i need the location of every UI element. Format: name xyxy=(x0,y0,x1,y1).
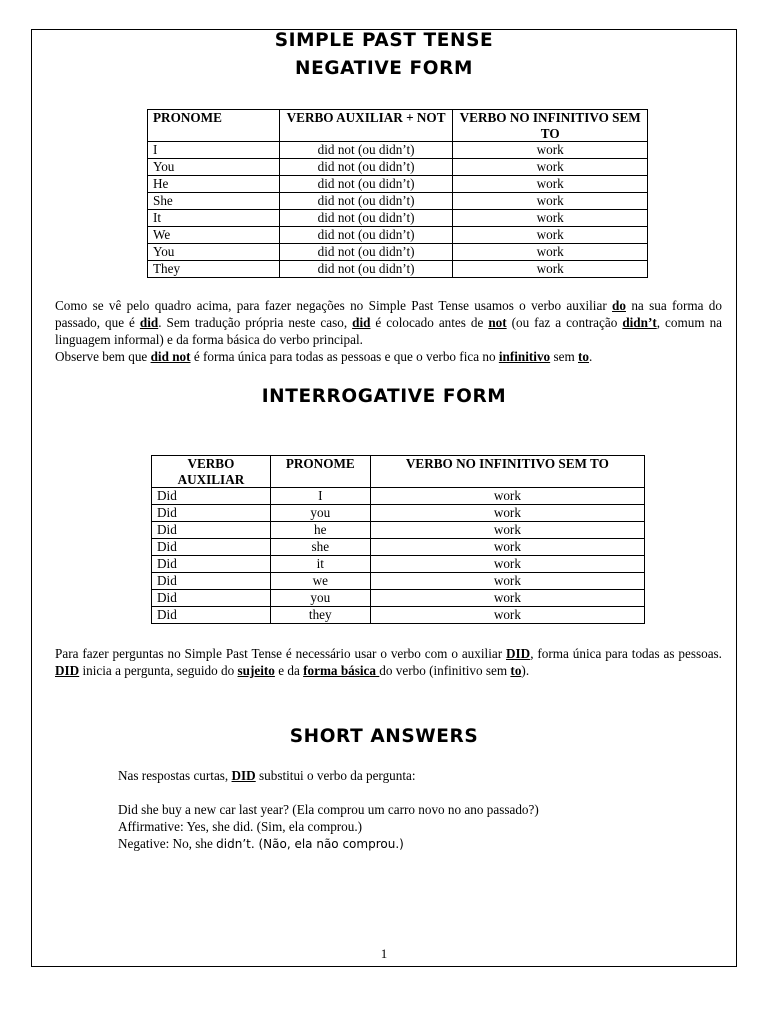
table-cell: She xyxy=(148,193,280,210)
text-run: é forma única para todas as pessoas e que o verbo fica no xyxy=(190,349,499,364)
column-header: VERBO AUXILIAR + NOT xyxy=(279,110,453,142)
keyword: sujeito xyxy=(237,663,275,678)
keyword: DID xyxy=(55,663,80,678)
table-header-row xyxy=(152,456,645,488)
table-header-row xyxy=(148,110,648,142)
table-cell: work xyxy=(370,488,644,505)
text-run: na sua forma do passado, que é xyxy=(55,298,722,330)
text-run: e da xyxy=(274,663,304,678)
table-row xyxy=(148,227,648,244)
table-cell: work xyxy=(370,573,644,590)
table-cell: did not (ou didn’t) xyxy=(279,193,453,210)
keyword: DID xyxy=(506,646,531,661)
table-cell: work xyxy=(370,522,644,539)
text-run: substitui o verbo da pergunta: xyxy=(255,768,416,783)
table-cell: did not (ou didn’t) xyxy=(279,261,453,278)
short-answers-heading: SHORT ANSWERS xyxy=(289,726,479,747)
table-cell: they xyxy=(270,607,370,624)
table-cell: did not (ou didn’t) xyxy=(279,210,453,227)
table-cell: He xyxy=(148,176,280,193)
text-run: Negative: No, she xyxy=(118,836,217,851)
short-answers-intro xyxy=(118,767,416,784)
table-cell: Did xyxy=(152,488,271,505)
table-cell: did not (ou didn’t) xyxy=(279,227,453,244)
table-row xyxy=(148,244,648,261)
table-cell: Did xyxy=(152,590,271,607)
keyword: infinitivo xyxy=(498,349,551,364)
column-header: PRONOME xyxy=(148,110,280,142)
table-cell: We xyxy=(148,227,280,244)
table-cell: work xyxy=(370,539,644,556)
table-row xyxy=(152,556,645,573)
table-row xyxy=(152,573,645,590)
text-run: sem xyxy=(550,349,578,364)
example-negative xyxy=(118,835,404,853)
table-cell: work xyxy=(453,176,648,193)
table-cell: Did xyxy=(152,607,271,624)
interrogative-form-heading: INTERROGATIVE FORM xyxy=(261,386,507,407)
table-cell: work xyxy=(453,142,648,159)
text-run: é colocado antes de xyxy=(370,315,489,330)
table-cell: work xyxy=(453,244,648,261)
keyword: to xyxy=(578,349,589,364)
interrogative-form-table xyxy=(151,455,645,624)
text-run: (ou faz a contração xyxy=(506,315,623,330)
table-row xyxy=(152,505,645,522)
table-row xyxy=(152,488,645,505)
table-cell: did not (ou didn’t) xyxy=(279,244,453,261)
keyword: did xyxy=(139,315,159,330)
text-run: Observe bem que xyxy=(55,349,151,364)
text-run: do verbo (infinitivo sem xyxy=(379,663,511,678)
example-affirmative: Affirmative: Yes, she did. (Sim, ela comprou.) xyxy=(118,819,363,834)
negative-form-heading: NEGATIVE FORM xyxy=(295,58,473,79)
column-header: VERBO NO INFINITIVO SEM TO xyxy=(453,110,648,142)
text-run: Para fazer perguntas no Simple Past Tense é necessário usar o verbo com o auxiliar xyxy=(55,646,506,661)
text-run: , comum na linguagem informal) e da forma básica do verbo principal. xyxy=(55,315,723,347)
keyword: DID xyxy=(231,768,256,783)
table-row xyxy=(148,210,648,227)
keyword: forma básica xyxy=(303,663,380,678)
table-cell: work xyxy=(370,590,644,607)
table-row xyxy=(152,539,645,556)
table-cell: did not (ou didn’t) xyxy=(279,159,453,176)
table-cell: she xyxy=(270,539,370,556)
table-cell: did not (ou didn’t) xyxy=(279,176,453,193)
table-cell: you xyxy=(270,505,370,522)
table-row xyxy=(148,176,648,193)
page-number: 1 xyxy=(380,946,388,961)
keyword: did xyxy=(352,315,371,330)
column-header: PRONOME xyxy=(270,456,370,488)
text-run: inicia a pergunta, seguido do xyxy=(79,663,238,678)
table-cell: work xyxy=(453,159,648,176)
example-question: Did she buy a new car last year? (Ela comprou um carro novo no ano passado?) xyxy=(118,802,539,817)
table-cell: Did xyxy=(152,539,271,556)
interrogative-form-explanation xyxy=(55,645,722,679)
table-cell: work xyxy=(453,227,648,244)
table-cell: I xyxy=(148,142,280,159)
table-cell: They xyxy=(148,261,280,278)
text-run: . Sem tradução própria neste caso, xyxy=(158,315,353,330)
table-cell: it xyxy=(270,556,370,573)
text-run: , forma única para todas as pessoas. xyxy=(530,646,722,661)
keyword: didn’t xyxy=(622,315,657,330)
text-run: . xyxy=(589,349,593,364)
text-run: ). xyxy=(521,663,530,678)
table-cell: did not (ou didn’t) xyxy=(279,142,453,159)
table-row xyxy=(152,607,645,624)
table-row xyxy=(152,590,645,607)
page-title: SIMPLE PAST TENSE xyxy=(274,30,494,51)
column-header: VERBO NO INFINITIVO SEM TO xyxy=(370,456,644,488)
table-cell: It xyxy=(148,210,280,227)
table-row xyxy=(148,261,648,278)
table-cell: Did xyxy=(152,522,271,539)
table-row xyxy=(148,142,648,159)
table-cell: work xyxy=(453,261,648,278)
keyword: do xyxy=(612,298,626,313)
table-cell: Did xyxy=(152,573,271,590)
table-cell: you xyxy=(270,590,370,607)
text-run: Como se vê pelo quadro acima, para fazer negações no Simple Past Tense usamos o verbo auxiliar xyxy=(55,298,613,313)
table-cell: work xyxy=(370,556,644,573)
table-cell: work xyxy=(370,607,644,624)
table-cell: we xyxy=(270,573,370,590)
table-cell: work xyxy=(453,193,648,210)
text-run: didn’t. (Não, ela não comprou.) xyxy=(216,837,404,851)
keyword: not xyxy=(488,315,507,330)
table-cell: You xyxy=(148,159,280,176)
negative-form-explanation xyxy=(55,297,722,365)
table-row xyxy=(148,193,648,210)
table-row xyxy=(148,159,648,176)
table-cell: work xyxy=(453,210,648,227)
table-cell: Did xyxy=(152,505,271,522)
table-cell: You xyxy=(148,244,280,261)
table-row xyxy=(152,522,645,539)
table-cell: I xyxy=(270,488,370,505)
table-cell: he xyxy=(270,522,370,539)
keyword: did not xyxy=(150,349,191,364)
column-header: VERBO AUXILIAR xyxy=(152,456,271,488)
keyword: to xyxy=(510,663,522,678)
text-run: Nas respostas curtas, xyxy=(118,768,232,783)
negative-form-table xyxy=(147,109,648,278)
table-cell: Did xyxy=(152,556,271,573)
table-cell: work xyxy=(370,505,644,522)
